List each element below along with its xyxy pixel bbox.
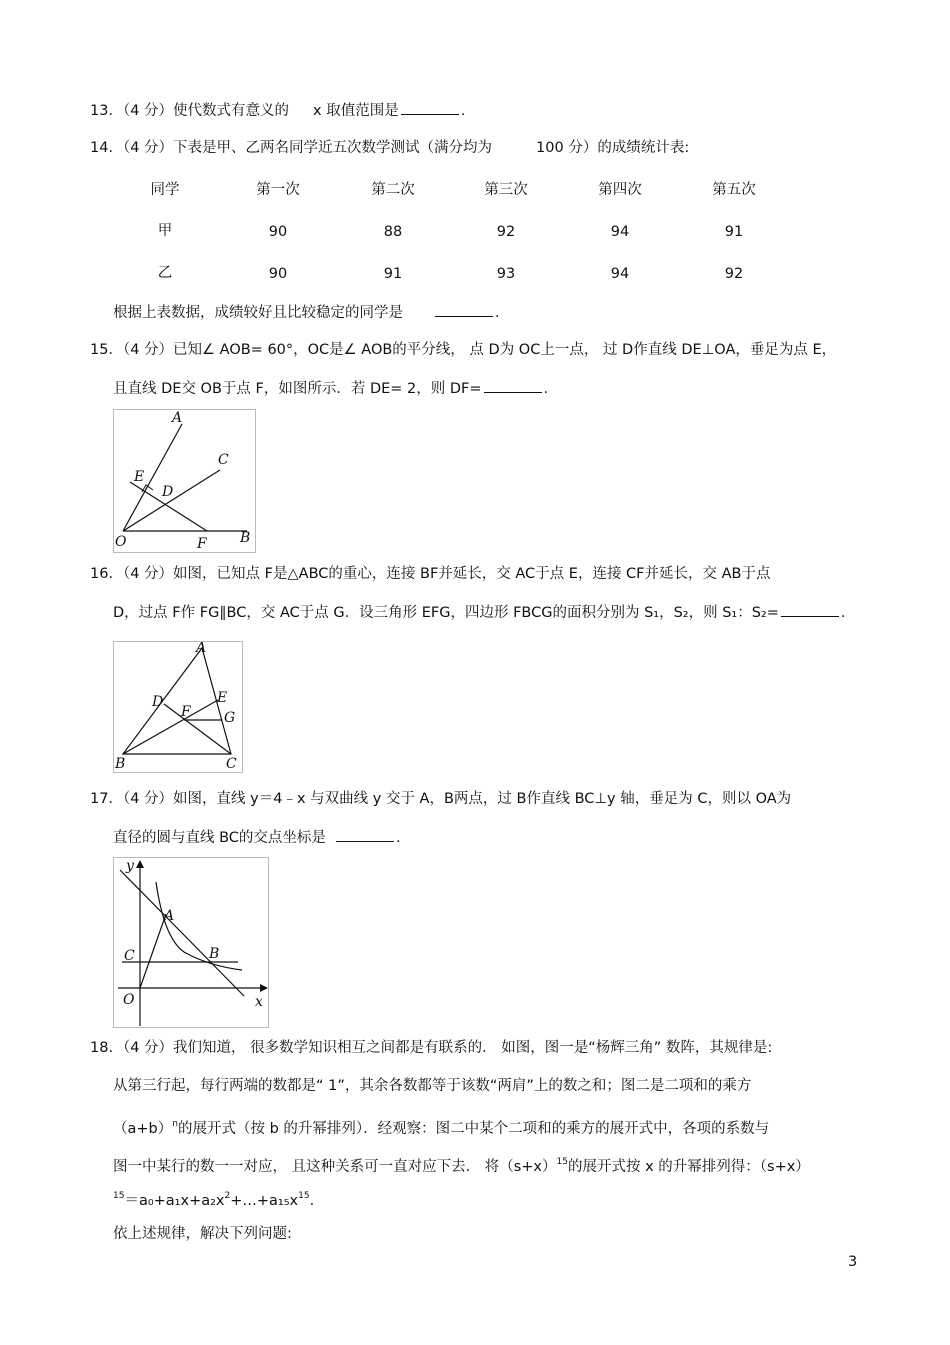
q18-line6 <box>113 1224 292 1244</box>
table-header-cell: 第三次 <box>484 182 528 198</box>
label-a: A <box>196 642 207 656</box>
q16-text-line1: 如图，已知点 F是△ABC的重心，连接 BF并延长，交 AC于点 E，连接 CF并延长，交 AB于点 <box>173 566 771 582</box>
q18-exponent-n: n <box>172 1119 178 1129</box>
q17-number: 17． <box>90 791 123 807</box>
table-cell: 92 <box>724 266 744 282</box>
q18-points: （4 分） <box>122 1040 174 1056</box>
label-x: x <box>255 994 263 1010</box>
table-cell: 90 <box>268 266 288 282</box>
segment-oa <box>140 914 166 988</box>
q13-text-b: x 取值范围是 <box>313 103 399 119</box>
q15-number: 15． <box>90 342 123 358</box>
q18-line3 <box>113 1114 769 1139</box>
table-cell: 91 <box>724 224 744 240</box>
q15-geometry-diagram <box>114 410 255 552</box>
line-y-eq-4-minus-x <box>120 870 244 996</box>
label-a: A <box>172 410 183 426</box>
table-cell: 94 <box>610 224 630 240</box>
q18-number: 18． <box>90 1040 123 1056</box>
q18-text-line2: 从第三行起，每行两端的数都是“ 1”，其余各数都等于该数“两肩”上的数之和；图二是二项和的乘方 <box>113 1078 752 1094</box>
q13-points: （4 分） <box>122 103 174 119</box>
q13-answer-blank[interactable] <box>401 100 459 115</box>
table-header-cell: 第二次 <box>371 182 415 198</box>
q15-end: . <box>543 381 549 397</box>
q16-line1 <box>90 564 771 584</box>
q18-expansion-a: ＝a₀+a₁x+a₂x <box>124 1193 225 1209</box>
q14-text-b: 100 分）的成绩统计表: <box>536 140 690 156</box>
q14-question <box>113 302 500 323</box>
q15-text-line2: 且直线 DE交 OB于点 F，如图所示．若 DE= 2，则 DF= <box>113 381 482 397</box>
q15-line1 <box>90 340 836 360</box>
label-d: D <box>152 694 164 710</box>
y-axis-arrow <box>136 860 144 868</box>
q17-text-line2: 直径的圆与直线 BC的交点坐标是 <box>113 830 326 846</box>
q18-expansion-b: +…+a₁₅x <box>230 1193 299 1209</box>
q14-question-text: 根据上表数据，成绩较好且比较稳定的同学是 <box>113 305 403 321</box>
table-cell: 甲 <box>157 223 173 239</box>
q18-line4 <box>113 1152 810 1177</box>
label-c: C <box>226 756 237 772</box>
q18-text-line4-a: 图一中某行的数一一对应， 且这种关系可一直对应下去． 将（s+x） <box>113 1159 557 1175</box>
q14-end: . <box>495 305 500 321</box>
q18-end: . <box>309 1193 315 1209</box>
table-cell: 92 <box>496 224 516 240</box>
label-c: C <box>218 452 229 468</box>
label-e: E <box>134 469 145 485</box>
q14-points: （4 分） <box>122 140 174 156</box>
q18-exponent-2: 2 <box>224 1191 231 1201</box>
table-cell: 93 <box>496 266 516 282</box>
label-c: C <box>124 948 135 964</box>
q14-answer-blank[interactable] <box>435 302 493 317</box>
q14-line <box>90 138 689 158</box>
q18-line1 <box>90 1038 772 1058</box>
q16-answer-blank[interactable] <box>781 602 839 617</box>
label-b: B <box>115 756 126 772</box>
q17-coordinate-diagram <box>114 858 268 1027</box>
q18-line5 <box>113 1186 314 1211</box>
q17-figure <box>113 857 269 1028</box>
q18-text-line1: 我们知道， 很多数学知识相互之间都是有联系的． 如图，图一是“杨辉三角” 数阵，其规律是: <box>173 1040 773 1056</box>
q13-text-a: 使代数式有意义的 <box>173 103 290 119</box>
q18-text-line3: 的展开式（按 b 的升幂排列）．经观察：图二中某个二项和的乘方的展开式中，各项的系数与 <box>177 1121 770 1137</box>
q16-number: 16． <box>90 566 123 582</box>
label-e: E <box>217 690 228 706</box>
q16-end: . <box>840 605 846 621</box>
table-cell: 90 <box>268 224 288 240</box>
q13-end: . <box>460 103 466 119</box>
table-cell: 91 <box>383 266 403 282</box>
table-cell: 94 <box>610 266 630 282</box>
label-d: D <box>162 484 174 500</box>
label-o: O <box>123 992 135 1008</box>
q16-triangle-diagram <box>114 642 242 772</box>
q15-figure <box>113 409 256 553</box>
q13-number: 13． <box>90 103 123 119</box>
q18-exponent-15: 15 <box>298 1191 310 1201</box>
page-number: 3 <box>848 1254 858 1270</box>
table-header-cell: 第一次 <box>256 182 300 198</box>
q18-exponent-15: 15 <box>113 1191 125 1201</box>
table-cell: 乙 <box>157 265 173 281</box>
q18-line2 <box>113 1076 751 1096</box>
q15-answer-blank[interactable] <box>484 378 542 393</box>
label-b: B <box>209 946 220 962</box>
q18-exponent-15: 15 <box>556 1157 568 1167</box>
q18-expr-a-plus-b: （a+b） <box>113 1121 173 1137</box>
q17-line1 <box>90 789 791 809</box>
label-g: G <box>224 710 236 726</box>
q17-text-line1: 如图，直线 y＝4﹣x 与双曲线 y 交于 A，B两点，过 B作直线 BC⊥y 轴，垂足为 C，则以 OA为 <box>173 791 792 807</box>
q15-text-line1: 已知∠ AOB= 60°，OC是∠ AOB的平分线， 点 D为 OC上一点， 过 D作直线 DE⊥OA，垂足为点 E， <box>173 342 837 358</box>
label-a: A <box>164 908 175 924</box>
q18-text-line4-b: 的展开式按 x 的升幂排列得：（s+x） <box>567 1159 810 1175</box>
hyperbola <box>156 882 242 970</box>
q18-text-line6: 依上述规律，解决下列问题: <box>113 1226 292 1242</box>
q17-end: . <box>395 830 401 846</box>
q16-text-line2: D，过点 F作 FG∥BC，交 AC于点 G．设三角形 EFG，四边形 FBCG的面积分别为 S₁，S₂，则 S₁：S₂= <box>113 605 779 621</box>
q14-text-a: 下表是甲、乙两名同学近五次数学测试（满分均为 <box>173 140 493 156</box>
label-y: y <box>126 858 134 874</box>
label-b: B <box>240 530 251 546</box>
q17-points: （4 分） <box>122 791 174 807</box>
label-o: O <box>115 534 127 550</box>
q14-number: 14． <box>90 140 123 156</box>
table-cell: 88 <box>383 224 403 240</box>
label-f: F <box>197 536 207 552</box>
label-f: F <box>181 704 191 720</box>
table-header-cell: 第四次 <box>598 182 642 198</box>
q17-line2 <box>113 827 401 848</box>
q16-points: （4 分） <box>122 566 174 582</box>
segment-be <box>123 700 218 754</box>
q13-line <box>90 100 465 121</box>
q16-line2 <box>113 602 846 623</box>
triangle-abc <box>123 648 231 754</box>
q16-figure <box>113 641 243 773</box>
q17-answer-blank[interactable] <box>336 827 394 842</box>
x-axis-arrow <box>260 984 268 992</box>
q15-line2 <box>113 378 548 399</box>
q15-points: （4 分） <box>122 342 174 358</box>
table-header-cell: 第五次 <box>712 182 756 198</box>
ray-oa <box>123 424 182 531</box>
table-header-cell: 同学 <box>150 182 180 198</box>
